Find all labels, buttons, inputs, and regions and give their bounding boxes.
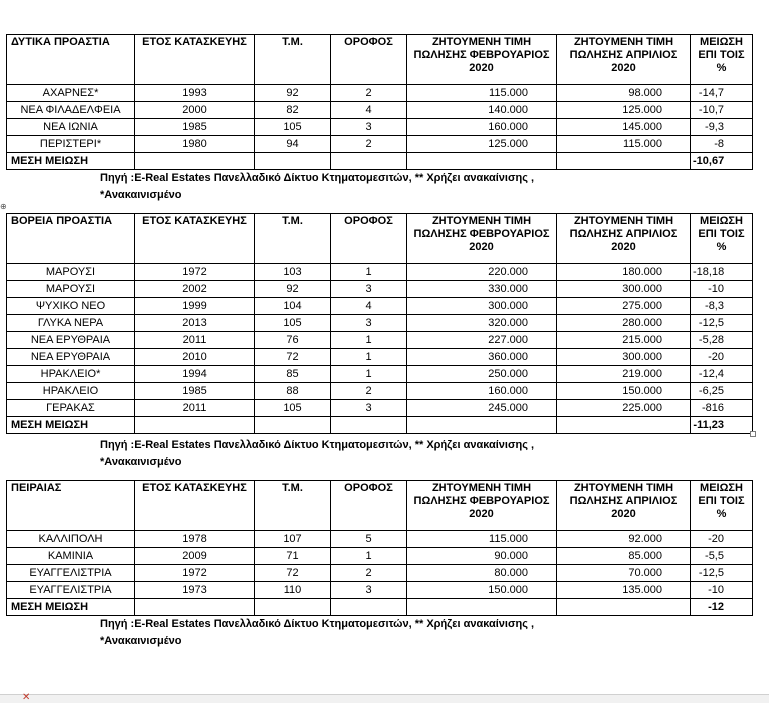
sqm-cell: 92 [255, 281, 331, 298]
reduction-cell: -12,4 [691, 366, 753, 383]
price-feb-cell: 160.000 [407, 383, 557, 400]
price-apr-cell: 275.000 [557, 298, 691, 315]
reduction-cell: -14,7 [691, 85, 753, 102]
renovated-note: *Ανακαινισμένο [100, 456, 182, 468]
year-header: ΕΤΟΣ ΚΑΤΑΣΚΕΥΗΣ [135, 481, 255, 531]
year-cell: 2011 [135, 400, 255, 417]
area-cell: ΗΡΑΚΛΕΙΟ* [7, 366, 135, 383]
average-row [7, 417, 753, 434]
area-cell: ΝΕΑ ΙΩΝΙΑ [7, 119, 135, 136]
year-cell: 1985 [135, 119, 255, 136]
year-cell: 2000 [135, 102, 255, 119]
price-apr-cell: 135.000 [557, 582, 691, 599]
sqm-cell: 85 [255, 366, 331, 383]
price-feb-cell: 220.000 [407, 264, 557, 281]
table-row [7, 119, 753, 136]
year-cell: 1999 [135, 298, 255, 315]
average-value: -12 [691, 599, 753, 616]
area-cell: ΝΕΑ ΕΡΥΘΡΑΙΑ [7, 332, 135, 349]
sqm-header: Τ.Μ. [255, 35, 331, 85]
table-row [7, 102, 753, 119]
price-feb-header: ΖΗΤΟΥΜΕΝΗ ΤΙΜΗ ΠΩΛΗΣΗΣ ΦΕΒΡΟΥΑΡΙΟΣ 2020 [407, 481, 557, 531]
price-feb-cell: 90.000 [407, 548, 557, 565]
price-feb-cell: 115.000 [407, 85, 557, 102]
source-note: Πηγή :E-Real Estates Πανελλαδικό Δίκτυο Κτηματομεσιτών, ** Χρήζει ανακαίνισης , [100, 618, 535, 630]
table-row [7, 548, 753, 565]
reduction-cell: -5,28 [691, 332, 753, 349]
floor-header: ΟΡΟΦΟΣ [331, 214, 407, 264]
price-apr-cell: 300.000 [557, 281, 691, 298]
source-note: Πηγή :E-Real Estates Πανελλαδικό Δίκτυο Κτηματομεσιτών, ** Χρήζει ανακαίνισης , [100, 439, 535, 451]
reduction-cell: -18,18 [691, 264, 753, 281]
average-value: -11,23 [691, 417, 753, 434]
sqm-cell: 105 [255, 315, 331, 332]
area-cell: ΕΥΑΓΓΕΛΙΣΤΡΙΑ [7, 565, 135, 582]
price-apr-header: ΖΗΤΟΥΜΕΝΗ ΤΙΜΗ ΠΩΛΗΣΗΣ ΑΠΡΙΛΙΟΣ 2020 [557, 214, 691, 264]
table-row [7, 349, 753, 366]
reduction-cell: -10 [691, 582, 753, 599]
year-cell: 1973 [135, 582, 255, 599]
floor-cell: 1 [331, 264, 407, 281]
year-cell: 1980 [135, 136, 255, 153]
price-feb-cell: 150.000 [407, 582, 557, 599]
price-feb-cell: 330.000 [407, 281, 557, 298]
area-cell: ΜΑΡΟΥΣΙ [7, 264, 135, 281]
floor-cell: 1 [331, 349, 407, 366]
year-cell: 1972 [135, 264, 255, 281]
floor-cell: 3 [331, 281, 407, 298]
price-apr-cell: 92.000 [557, 531, 691, 548]
average-label: ΜΕΣΗ ΜΕΙΩΣΗ [7, 599, 135, 616]
year-cell: 1994 [135, 366, 255, 383]
price-feb-header: ΖΗΤΟΥΜΕΝΗ ΤΙΜΗ ΠΩΛΗΣΗΣ ΦΕΒΡΟΥΑΡΙΟΣ 2020 [407, 35, 557, 85]
floor-cell: 1 [331, 366, 407, 383]
year-cell: 2011 [135, 332, 255, 349]
floor-header: ΟΡΟΦΟΣ [331, 481, 407, 531]
price-apr-cell: 150.000 [557, 383, 691, 400]
sqm-cell: 76 [255, 332, 331, 349]
table-resize-handle[interactable] [750, 431, 756, 437]
price-apr-cell: 180.000 [557, 264, 691, 281]
sqm-cell: 72 [255, 349, 331, 366]
year-header: ΕΤΟΣ ΚΑΤΑΣΚΕΥΗΣ [135, 35, 255, 85]
table-row [7, 531, 753, 548]
year-cell: 1978 [135, 531, 255, 548]
year-cell: 2009 [135, 548, 255, 565]
area-cell: ΗΡΑΚΛΕΙΟ [7, 383, 135, 400]
reduction-cell: -816 [691, 400, 753, 417]
reduction-cell: -10,7 [691, 102, 753, 119]
year-cell: 1993 [135, 85, 255, 102]
sqm-header: Τ.Μ. [255, 481, 331, 531]
price-apr-cell: 300.000 [557, 349, 691, 366]
floor-cell: 1 [331, 332, 407, 349]
header-row [7, 214, 753, 264]
price-feb-cell: 320.000 [407, 315, 557, 332]
floor-cell: 3 [331, 315, 407, 332]
source-note: Πηγή :E-Real Estates Πανελλαδικό Δίκτυο Κτηματομεσιτών, ** Χρήζει ανακαίνισης , [100, 172, 535, 184]
region-header: ΒΟΡΕΙΑ ΠΡΟΑΣΤΙΑ [7, 214, 135, 264]
floor-cell: 3 [331, 119, 407, 136]
price-apr-cell: 98.000 [557, 85, 691, 102]
sqm-cell: 110 [255, 582, 331, 599]
price-feb-header: ΖΗΤΟΥΜΕΝΗ ΤΙΜΗ ΠΩΛΗΣΗΣ ΦΕΒΡΟΥΑΡΙΟΣ 2020 [407, 214, 557, 264]
floor-cell: 3 [331, 582, 407, 599]
sqm-cell: 107 [255, 531, 331, 548]
price-apr-cell: 225.000 [557, 400, 691, 417]
table-row [7, 565, 753, 582]
price-feb-cell: 227.000 [407, 332, 557, 349]
reduction-cell: -9,3 [691, 119, 753, 136]
reduction-cell: -8 [691, 136, 753, 153]
average-row [7, 153, 753, 170]
price-feb-cell: 250.000 [407, 366, 557, 383]
table-row [7, 264, 753, 281]
table-row [7, 366, 753, 383]
sqm-cell: 92 [255, 85, 331, 102]
table-row [7, 400, 753, 417]
average-label: ΜΕΣΗ ΜΕΙΩΣΗ [7, 417, 135, 434]
price-feb-cell: 245.000 [407, 400, 557, 417]
price-apr-cell: 145.000 [557, 119, 691, 136]
price-apr-header: ΖΗΤΟΥΜΕΝΗ ΤΙΜΗ ΠΩΛΗΣΗΣ ΑΠΡΙΛΙΟΣ 2020 [557, 481, 691, 531]
reduction-cell: -20 [691, 349, 753, 366]
area-cell: ΠΕΡΙΣΤΕΡΙ* [7, 136, 135, 153]
table-piraeus [6, 480, 753, 616]
region-header: ΠΕΙΡΑΙΑΣ [7, 481, 135, 531]
price-apr-cell: 85.000 [557, 548, 691, 565]
average-label: ΜΕΣΗ ΜΕΙΩΣΗ [7, 153, 135, 170]
area-cell: ΑΧΑΡΝΕΣ* [7, 85, 135, 102]
price-apr-cell: 280.000 [557, 315, 691, 332]
price-feb-cell: 360.000 [407, 349, 557, 366]
area-cell: ΝΕΑ ΕΡΥΘΡΑΙΑ [7, 349, 135, 366]
area-cell: ΓΕΡΑΚΑΣ [7, 400, 135, 417]
price-feb-cell: 300.000 [407, 298, 557, 315]
anchor-icon: ⊕ [0, 202, 7, 211]
price-apr-cell: 219.000 [557, 366, 691, 383]
floor-cell: 2 [331, 136, 407, 153]
area-cell: ΨΥΧΙΚΟ ΝΕΟ [7, 298, 135, 315]
area-cell: ΚΑΛΛΙΠΟΛΗ [7, 531, 135, 548]
table-row [7, 281, 753, 298]
price-feb-cell: 115.000 [407, 531, 557, 548]
average-value: -10,67 [691, 153, 753, 170]
sqm-cell: 88 [255, 383, 331, 400]
year-header: ΕΤΟΣ ΚΑΤΑΣΚΕΥΗΣ [135, 214, 255, 264]
floor-cell: 2 [331, 565, 407, 582]
sqm-cell: 82 [255, 102, 331, 119]
close-icon[interactable]: ✕ [22, 692, 31, 703]
table-row [7, 332, 753, 349]
sqm-cell: 105 [255, 119, 331, 136]
floor-cell: 2 [331, 85, 407, 102]
table-row [7, 85, 753, 102]
average-row [7, 599, 753, 616]
reduction-header: ΜΕΙΩΣΗ ΕΠΙ ΤΟΙΣ % [691, 214, 753, 264]
year-cell: 1972 [135, 565, 255, 582]
area-cell: ΚΑΜΙΝΙΑ [7, 548, 135, 565]
table-row [7, 298, 753, 315]
reduction-cell: -12,5 [691, 315, 753, 332]
year-cell: 2013 [135, 315, 255, 332]
sqm-cell: 71 [255, 548, 331, 565]
price-feb-cell: 80.000 [407, 565, 557, 582]
header-row [7, 35, 753, 85]
sqm-cell: 103 [255, 264, 331, 281]
table-north-suburbs [6, 213, 753, 434]
area-cell: ΕΥΑΓΓΕΛΙΣΤΡΙΑ [7, 582, 135, 599]
year-cell: 2010 [135, 349, 255, 366]
reduction-cell: -6,25 [691, 383, 753, 400]
area-cell: ΓΛΥΚΑ ΝΕΡΑ [7, 315, 135, 332]
price-apr-cell: 125.000 [557, 102, 691, 119]
price-feb-cell: 160.000 [407, 119, 557, 136]
floor-cell: 1 [331, 548, 407, 565]
floor-cell: 2 [331, 383, 407, 400]
table-west-suburbs [6, 34, 753, 170]
table-row [7, 136, 753, 153]
sqm-header: Τ.Μ. [255, 214, 331, 264]
renovated-note: *Ανακαινισμένο [100, 189, 182, 201]
sqm-cell: 104 [255, 298, 331, 315]
sqm-cell: 94 [255, 136, 331, 153]
region-header: ΔΥΤΙΚΑ ΠΡΟΑΣΤΙΑ [7, 35, 135, 85]
renovated-note: *Ανακαινισμένο [100, 635, 182, 647]
reduction-cell: -8,3 [691, 298, 753, 315]
reduction-cell: -20 [691, 531, 753, 548]
sqm-cell: 72 [255, 565, 331, 582]
reduction-cell: -5,5 [691, 548, 753, 565]
table-row [7, 383, 753, 400]
price-apr-cell: 70.000 [557, 565, 691, 582]
table-row [7, 582, 753, 599]
floor-cell: 4 [331, 298, 407, 315]
year-cell: 2002 [135, 281, 255, 298]
floor-cell: 5 [331, 531, 407, 548]
sqm-cell: 105 [255, 400, 331, 417]
header-row [7, 481, 753, 531]
floor-header: ΟΡΟΦΟΣ [331, 35, 407, 85]
year-cell: 1985 [135, 383, 255, 400]
area-cell: ΝΕΑ ΦΙΛΑΔΕΛΦΕΙΑ [7, 102, 135, 119]
reduction-header: ΜΕΙΩΣΗ ΕΠΙ ΤΟΙΣ % [691, 481, 753, 531]
reduction-cell: -12,5 [691, 565, 753, 582]
table-row [7, 315, 753, 332]
price-apr-header: ΖΗΤΟΥΜΕΝΗ ΤΙΜΗ ΠΩΛΗΣΗΣ ΑΠΡΙΛΙΟΣ 2020 [557, 35, 691, 85]
reduction-cell: -10 [691, 281, 753, 298]
reduction-header: ΜΕΙΩΣΗ ΕΠΙ ΤΟΙΣ % [691, 35, 753, 85]
price-apr-cell: 215.000 [557, 332, 691, 349]
price-feb-cell: 125.000 [407, 136, 557, 153]
floor-cell: 4 [331, 102, 407, 119]
price-feb-cell: 140.000 [407, 102, 557, 119]
floor-cell: 3 [331, 400, 407, 417]
price-apr-cell: 115.000 [557, 136, 691, 153]
area-cell: ΜΑΡΟΥΣΙ [7, 281, 135, 298]
